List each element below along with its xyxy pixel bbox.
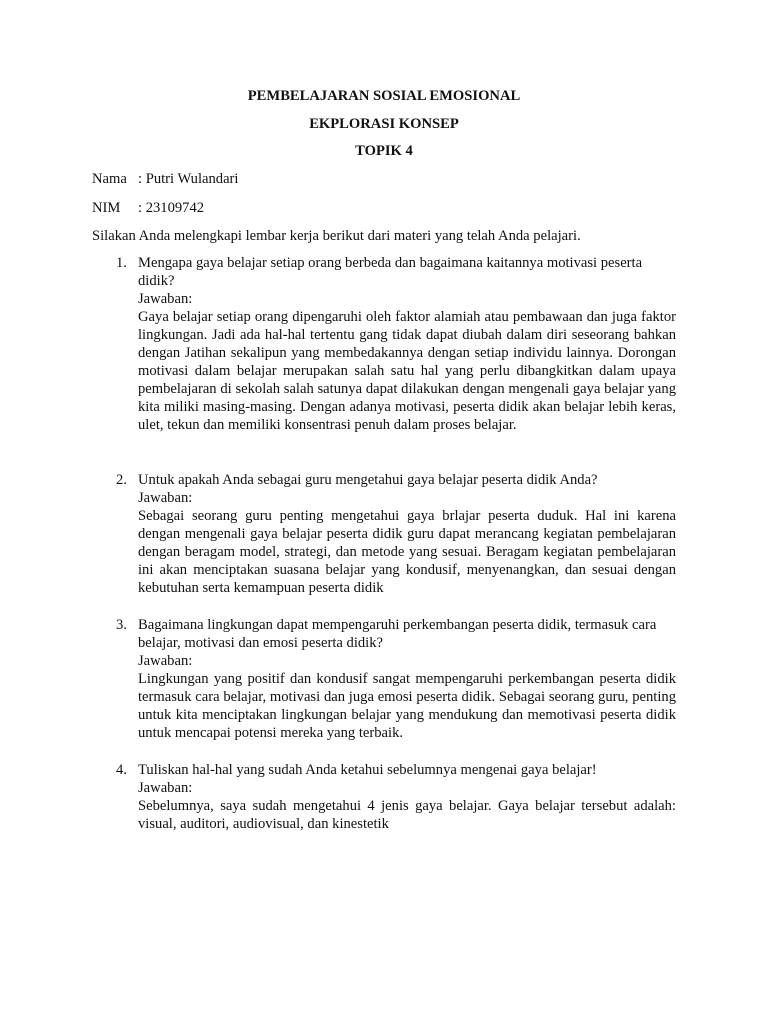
question-text: Untuk apakah Anda sebagai guru mengetahui gaya belajar peserta didik Anda? <box>138 472 598 488</box>
question-item <box>92 761 676 833</box>
question-number: 3. <box>116 617 127 633</box>
question-item <box>92 254 676 434</box>
answer-text: Gaya belajar setiap orang dipengaruhi oleh faktor alamiah atau pembawaan dan juga faktor lingkungan. Jadi ada hal-hal tertentu gang tidak dapat diubah dalam diri seseorang bahkan dengan Jatihan sekalipun yang membedakannya dengan setiap individu lainnya. Dorongan motivasi dalam belajar merupakan salah satu hal yang perlu dibangkitkan dalam upaya pembelajaran di sekolah salah satunya dapat dilakukan dengan mengenali gaya belajar yang kita miliki masing-masing. Dengan adanya motivasi, peserta didik akan belajar lebih keras, ulet, tekun dan memiliki konsentrasi penuh dalam proses belajar. <box>138 309 676 433</box>
question-text: Tuliskan hal-hal yang sudah Anda ketahui sebelumnya mengenai gaya belajar! <box>138 762 597 778</box>
question-item <box>92 471 676 597</box>
nim-field <box>92 199 204 217</box>
question-number: 4. <box>116 762 127 778</box>
question-text: Mengapa gaya belajar setiap orang berbeda dan bagaimana kaitannya motivasi peserta didik? <box>138 255 643 289</box>
answer-label: Jawaban: <box>138 291 193 307</box>
nim-value: : 23109742 <box>138 200 205 216</box>
name-label: Nama <box>92 171 127 187</box>
document-title: PEMBELAJARAN SOSIAL EMOSIONAL <box>247 88 521 104</box>
intro-text: Silakan Anda melengkapi lembar kerja berikut dari materi yang telah Anda pelajari. <box>92 228 581 244</box>
answer-text: Lingkungan yang positif dan kondusif sangat mempengaruhi perkembangan peserta didik termasuk cara belajar, motivasi dan juga emosi peserta didik. Sebagai seorang guru, penting untuk kita menciptakan lingkungan belajar yang mendukung dan memotivasi peserta didik untuk mencapai potensi mereka yang terbaik. <box>138 671 676 741</box>
document-subtitle: EKPLORASI KONSEP <box>309 116 459 132</box>
name-field <box>92 170 238 188</box>
nim-label: NIM <box>92 200 121 216</box>
answer-text: Sebagai seorang guru penting mengetahui gaya brlajar peserta duduk. Hal ini karena dengan mengenali gaya belajar peserta didik guru dapat merancang kegiatan pembelajaran dengan beragam model, strategi, dan metode yang sesuai. Beragam kegiatan pembelajaran ini akan menciptakan suasana belajar yang kondusif, menyenangkan, dan sesuai dengan kebutuhan serta kemampuan peserta didik <box>138 508 676 596</box>
answer-label: Jawaban: <box>138 490 193 506</box>
question-text: Bagaimana lingkungan dapat mempengaruhi perkembangan peserta didik, termasuk cara belajar, motivasi dan emosi peserta didik? <box>138 617 657 651</box>
name-value: : Putri Wulandari <box>138 171 239 187</box>
question-item <box>92 616 676 742</box>
answer-label: Jawaban: <box>138 780 193 796</box>
answer-text: Sebelumnya, saya sudah mengetahui 4 jenis gaya belajar. Gaya belajar tersebut adalah: visual, auditori, audiovisual, dan kinestetik <box>138 798 676 832</box>
document-topic: TOPIK 4 <box>355 143 413 159</box>
answer-label: Jawaban: <box>138 653 193 669</box>
question-number: 1. <box>116 255 127 271</box>
question-number: 2. <box>116 472 127 488</box>
